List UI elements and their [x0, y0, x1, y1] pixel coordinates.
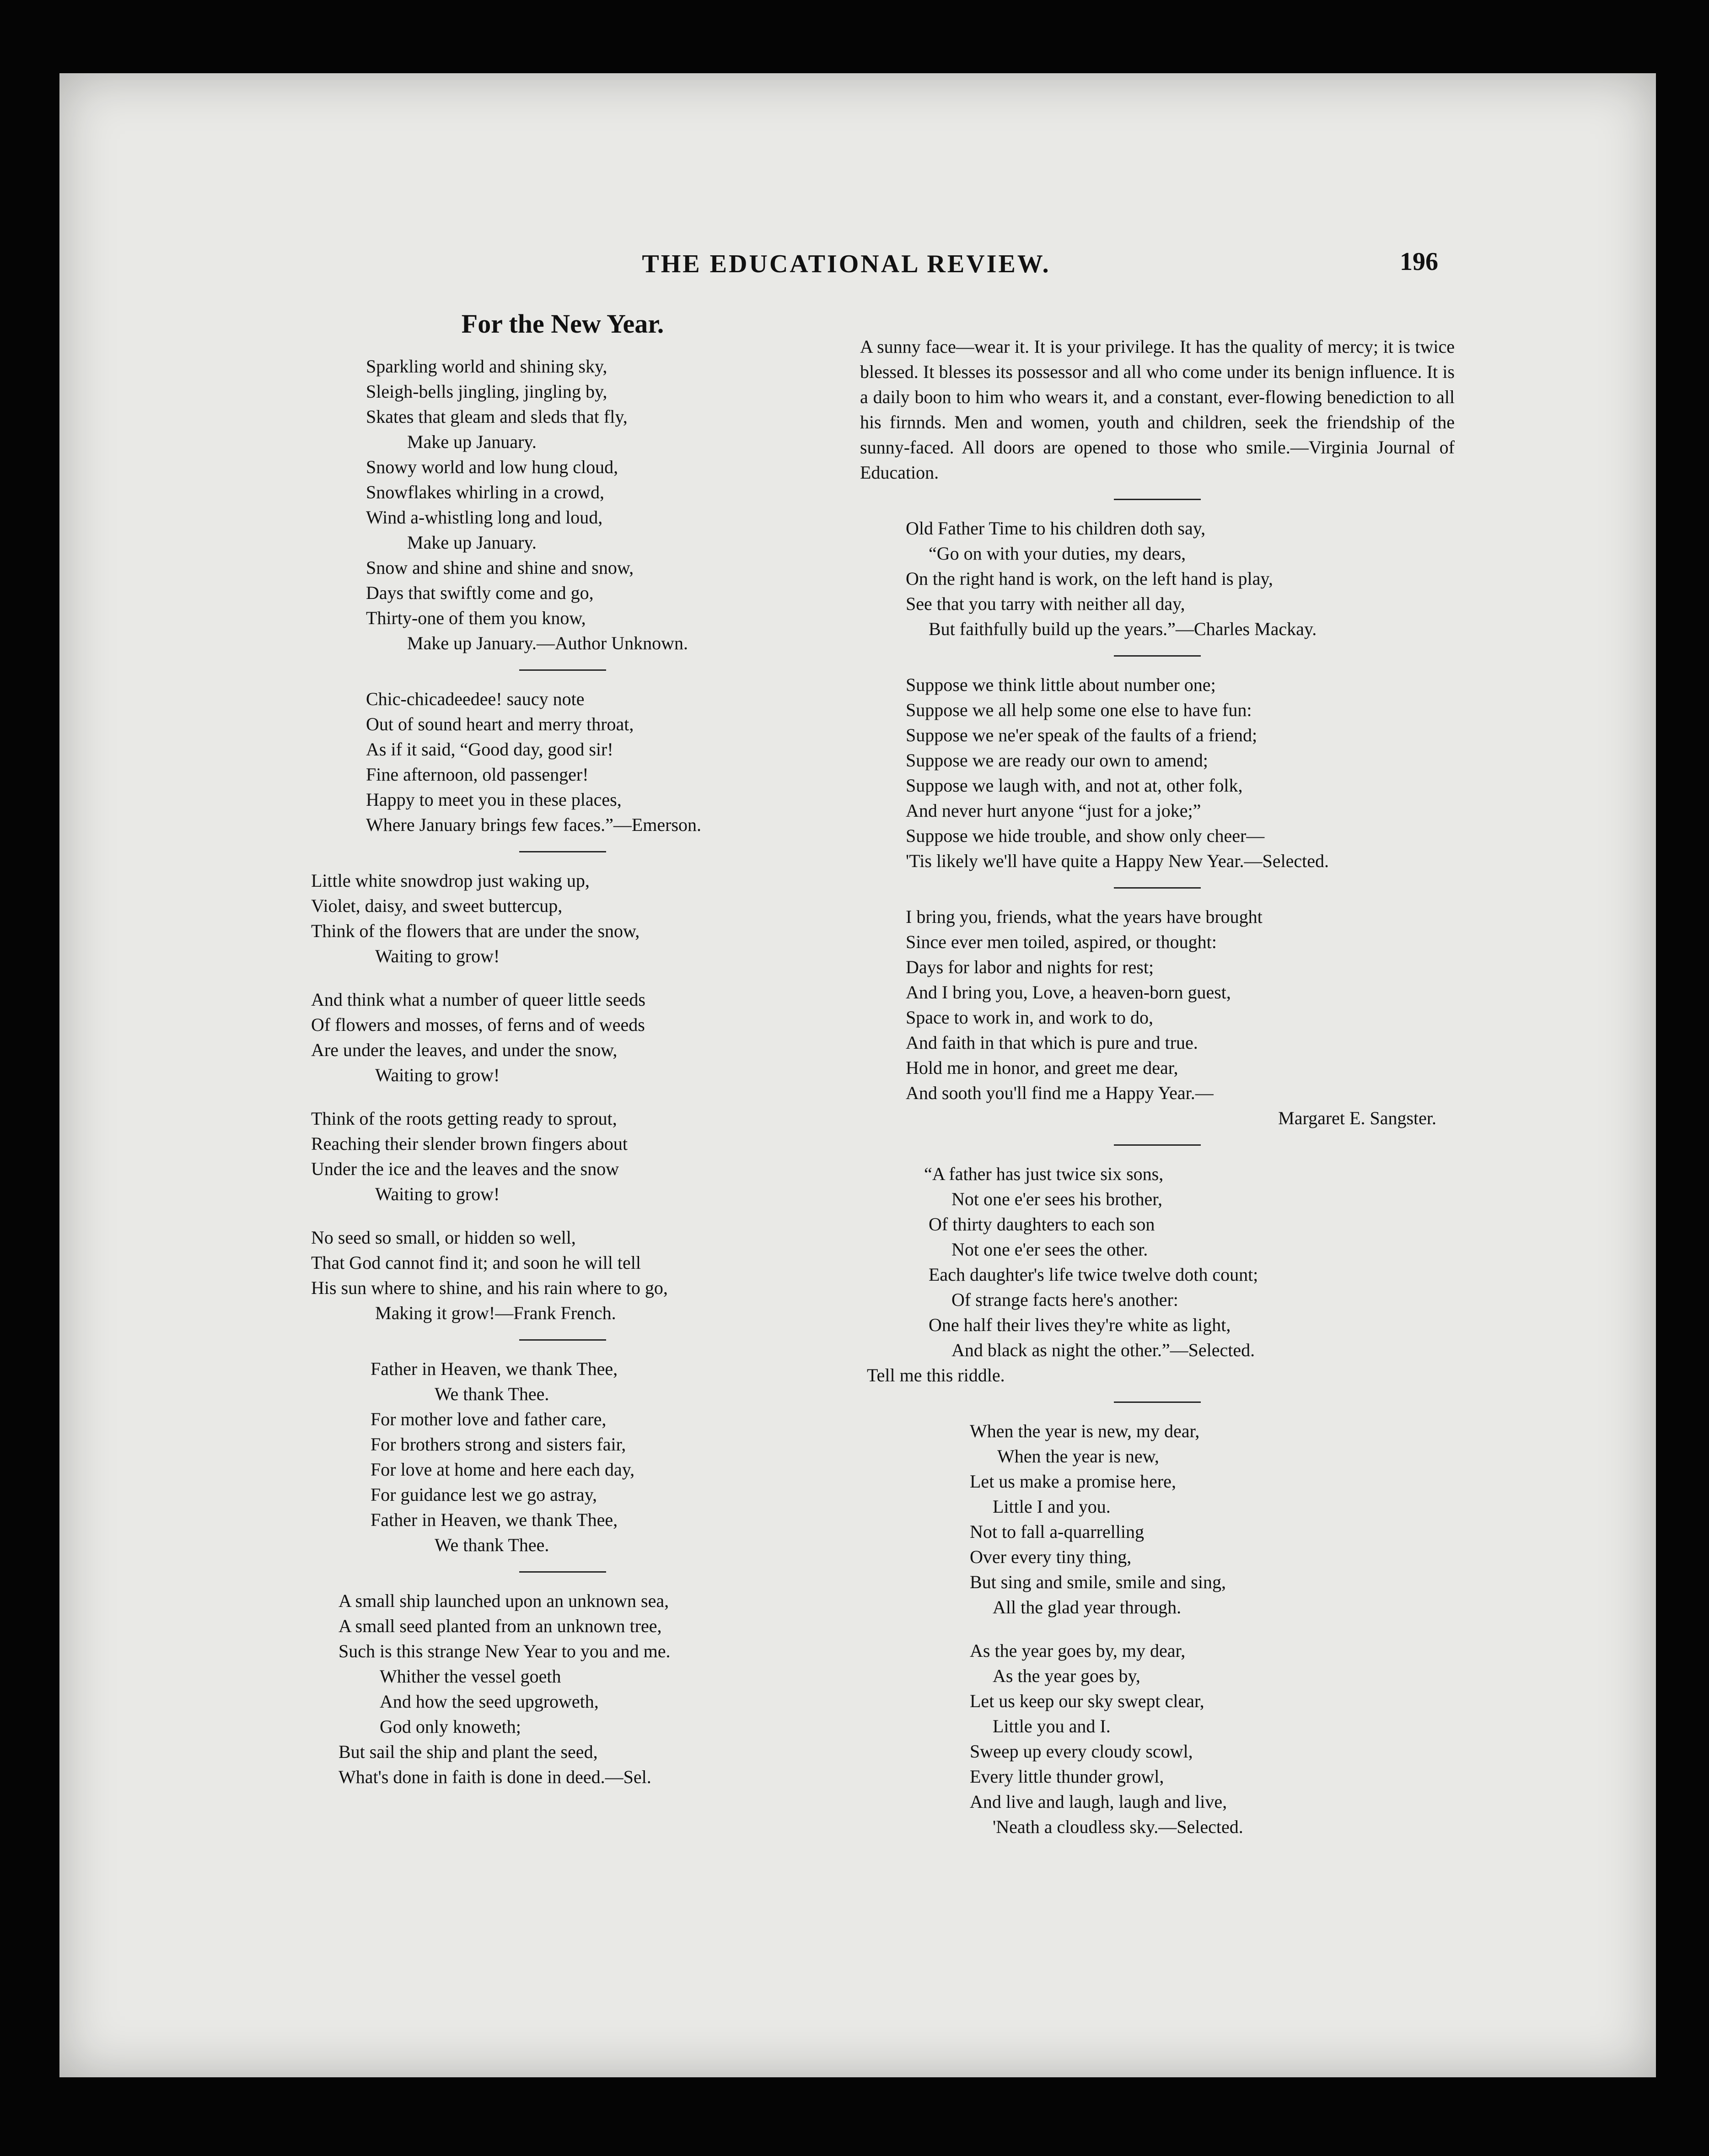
- poem-line: Of strange facts here's another:: [951, 1289, 1178, 1310]
- poem-line: See that you tarry with neither all day,: [906, 593, 1185, 614]
- poem-line: For brothers strong and sisters fair,: [371, 1434, 626, 1455]
- poem-line: And I bring you, Love, a heaven-born guest,: [906, 982, 1231, 1003]
- poem-line: Make up January.: [407, 532, 537, 553]
- left-column: [311, 311, 814, 1789]
- poem-line: We thank Thee.: [435, 1535, 549, 1555]
- riddle-prompt: Tell me this riddle.: [867, 1365, 1005, 1385]
- poem-line: Sparkling world and shining sky,: [366, 356, 607, 377]
- poem-title: For the New Year.: [461, 309, 664, 339]
- stanza-gap: [311, 1088, 814, 1106]
- poem-line: One half their lives they're white as light,: [929, 1315, 1231, 1335]
- poem-line: His sun where to shine, and his rain where to go,: [311, 1277, 668, 1298]
- poem-line: Such is this strange New Year to you and me.: [339, 1641, 671, 1661]
- right-column: [860, 334, 1455, 1839]
- poem-line: Let us keep our sky swept clear,: [970, 1691, 1204, 1711]
- poem-waiting-to-grow: [311, 868, 814, 1326]
- poem-father-time: [860, 516, 1455, 641]
- poem-line: And live and laugh, laugh and live,: [970, 1791, 1227, 1812]
- poem-line: Violet, daisy, and sweet buttercup,: [311, 895, 563, 916]
- poem-line: Not to fall a-quarrelling: [970, 1521, 1144, 1542]
- sunny-face-paragraph: A sunny face—wear it. It is your privilege. It has the quality of mercy; it is twice blessed. It blesses its possessor and all who come under its benign influence. It is a daily boon to him who wears it, and a constant, ever-flowing benediction to all his firnnds. Men and women, youth and children, seek the friendship of the sunny-faced. All doors are opened to those who smile.—Virginia Journal of Education.: [860, 336, 1455, 483]
- poem-suppose: [860, 672, 1455, 873]
- poem-line: Not one e'er sees the other.: [951, 1239, 1148, 1260]
- poem-line: And think what a number of queer little seeds: [311, 989, 645, 1010]
- section-divider: [519, 669, 606, 671]
- poem-line: Suppose we think little about number one;: [906, 674, 1216, 695]
- poem-line: Hold me in honor, and greet me dear,: [906, 1057, 1178, 1078]
- poem-line: We thank Thee.: [435, 1384, 549, 1404]
- poem-small-ship: [311, 1588, 814, 1789]
- poem-line: On the right hand is work, on the left hand is play,: [906, 568, 1273, 589]
- poem-line: Think of the roots getting ready to sprout,: [311, 1108, 617, 1129]
- poem-line: Little you and I.: [993, 1716, 1111, 1736]
- poem-line: As if it said, “Good day, good sir!: [366, 739, 613, 760]
- poem-line: “Go on with your duties, my dears,: [929, 543, 1186, 564]
- poem-line: Snowy world and low hung cloud,: [366, 457, 618, 477]
- section-divider: [1114, 655, 1201, 657]
- poem-line: As the year goes by,: [993, 1666, 1140, 1686]
- poem-line: Think of the flowers that are under the snow,: [311, 921, 640, 941]
- stanza-gap: [929, 1620, 1455, 1638]
- page-number: 196: [1400, 248, 1438, 276]
- poem-line: Of thirty daughters to each son: [929, 1214, 1155, 1234]
- section-divider: [1114, 1144, 1201, 1146]
- poem-line: God only knoweth;: [380, 1716, 521, 1737]
- poem-line: Reaching their slender brown fingers about: [311, 1133, 628, 1154]
- poem-line: Make up January.—Author Unknown.: [407, 633, 688, 653]
- journal-title: THE EDUCATIONAL REVIEW.: [642, 250, 1051, 278]
- poem-line: Suppose we are ready our own to amend;: [906, 750, 1208, 771]
- poem-happy-year: [860, 904, 1455, 1131]
- poem-line: Snow and shine and shine and snow,: [366, 557, 634, 578]
- poem-line: When the year is new, my dear,: [970, 1421, 1200, 1441]
- poem-line: And sooth you'll find me a Happy Year.—: [906, 1083, 1214, 1103]
- poem-line: Suppose we hide trouble, and show only cheer—: [906, 825, 1265, 846]
- poem-line: And never hurt anyone “just for a joke;”: [906, 800, 1201, 821]
- poem-line: Out of sound heart and merry throat,: [366, 714, 634, 734]
- poem-line: Suppose we ne'er speak of the faults of a friend;: [906, 725, 1258, 745]
- poem-line: Chic-chicadeedee! saucy note: [366, 689, 585, 709]
- section-divider: [1114, 887, 1201, 889]
- poem-line: Happy to meet you in these places,: [366, 789, 622, 810]
- poem-line: Little white snowdrop just waking up,: [311, 870, 590, 891]
- section-divider: [519, 851, 606, 852]
- poem-line: Little I and you.: [993, 1496, 1111, 1517]
- poem-line: Days for labor and nights for rest;: [906, 957, 1154, 977]
- poem-line: No seed so small, or hidden so well,: [311, 1227, 576, 1248]
- poem-line: Wind a-whistling long and loud,: [366, 507, 603, 528]
- poem-line: But sail the ship and plant the seed,: [339, 1741, 598, 1762]
- poem-chicadee: [311, 686, 814, 837]
- poem-line: A small ship launched upon an unknown sea,: [339, 1590, 669, 1611]
- poem-line: “A father has just twice six sons,: [924, 1164, 1164, 1184]
- poem-line: For love at home and here each day,: [371, 1459, 635, 1480]
- poem-line: 'Neath a cloudless sky.—Selected.: [993, 1816, 1243, 1837]
- poem-line: But faithfully build up the years.”—Charles Mackay.: [929, 619, 1317, 639]
- poem-line: And black as night the other.”—Selected.: [951, 1340, 1255, 1360]
- poem-line: For mother love and father care,: [371, 1409, 607, 1429]
- poem-line: Each daughter's life twice twelve doth count;: [929, 1264, 1258, 1285]
- poem-line: Fine afternoon, old passenger!: [366, 764, 589, 785]
- poem-line: Over every tiny thing,: [970, 1547, 1132, 1567]
- poem-father-in-heaven: [311, 1356, 814, 1558]
- poem-line: Are under the leaves, and under the snow,: [311, 1040, 618, 1060]
- section-divider: [519, 1571, 606, 1573]
- stanza-gap: [311, 969, 814, 987]
- poem-line: Let us make a promise here,: [970, 1471, 1176, 1492]
- poem-line: What's done in faith is done in deed.—Sel.: [339, 1767, 651, 1787]
- poem-line: Suppose we laugh with, and not at, other folk,: [906, 775, 1243, 796]
- poem-line: Old Father Time to his children doth say,: [906, 518, 1206, 539]
- poem-line: A small seed planted from an unknown tree,: [339, 1616, 662, 1636]
- poem-line: When the year is new,: [997, 1446, 1159, 1466]
- poem-line: Where January brings few faces.”—Emerson.: [366, 814, 702, 835]
- poem-line: Days that swiftly come and go,: [366, 582, 594, 603]
- poem-january: [311, 354, 814, 656]
- poem-line: Sweep up every cloudy scowl,: [970, 1741, 1193, 1762]
- poem-line: Not one e'er sees his brother,: [951, 1189, 1163, 1209]
- poem-line: Waiting to grow!: [375, 946, 500, 966]
- poem-line: Snowflakes whirling in a crowd,: [366, 482, 605, 502]
- poem-line: That God cannot find it; and soon he will tell: [311, 1252, 641, 1273]
- poem-attribution: Margaret E. Sangster.: [1278, 1108, 1436, 1128]
- section-divider: [1114, 499, 1201, 500]
- poem-line: Of flowers and mosses, of ferns and of weeds: [311, 1014, 645, 1035]
- poem-line: But sing and smile, smile and sing,: [970, 1572, 1226, 1592]
- poem-line: Make up January.: [407, 431, 537, 452]
- poem-line: And how the seed upgroweth,: [380, 1691, 599, 1712]
- poem-line: Father in Heaven, we thank Thee,: [371, 1509, 618, 1530]
- poem-line: Father in Heaven, we thank Thee,: [371, 1358, 618, 1379]
- poem-line: Every little thunder growl,: [970, 1766, 1164, 1787]
- poem-line: All the glad year through.: [993, 1597, 1182, 1617]
- poem-line: 'Tis likely we'll have quite a Happy New Year.—Selected.: [906, 851, 1329, 871]
- poem-line: Suppose we all help some one else to have fun:: [906, 700, 1252, 720]
- poem-line: Skates that gleam and sleds that fly,: [366, 406, 628, 427]
- poem-line: Space to work in, and work to do,: [906, 1007, 1154, 1028]
- poem-line: Whither the vessel goeth: [380, 1666, 561, 1687]
- poem-line: Since ever men toiled, aspired, or thought:: [906, 932, 1217, 952]
- poem-year-is-new: [860, 1418, 1455, 1839]
- poem-line: As the year goes by, my dear,: [970, 1640, 1186, 1661]
- poem-line: Under the ice and the leaves and the snow: [311, 1159, 619, 1179]
- poem-line: Making it grow!—Frank French.: [375, 1303, 616, 1323]
- poem-line: I bring you, friends, what the years have brought: [906, 906, 1263, 927]
- poem-line: Thirty-one of them you know,: [366, 608, 586, 628]
- poem-line: For guidance lest we go astray,: [371, 1484, 597, 1505]
- poem-line: Sleigh-bells jingling, jingling by,: [366, 381, 607, 402]
- poem-riddle: [860, 1161, 1455, 1363]
- poem-line: Waiting to grow!: [375, 1065, 500, 1085]
- stanza-gap: [311, 1207, 814, 1225]
- section-divider: [519, 1339, 606, 1341]
- section-divider: [1114, 1401, 1201, 1403]
- poem-line: And faith in that which is pure and true.: [906, 1032, 1198, 1053]
- poem-line: Waiting to grow!: [375, 1184, 500, 1204]
